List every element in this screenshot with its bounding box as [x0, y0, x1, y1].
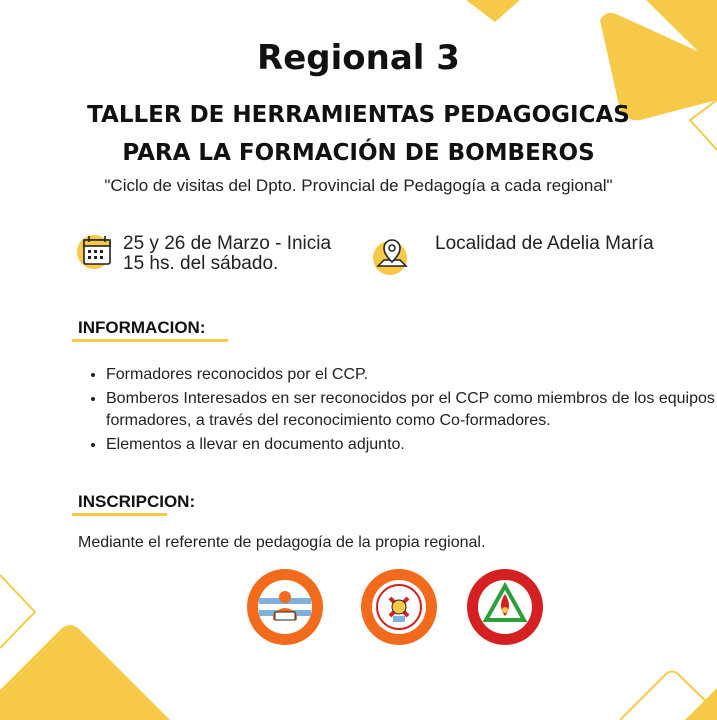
- centro-capacitacion-logo: [360, 568, 438, 646]
- federacion-bomberos-logo: [466, 568, 544, 646]
- inscripcion-underline: [72, 513, 167, 516]
- list-item: • Formadores reconocidos por el CCP.: [106, 364, 716, 386]
- map-pin-icon: [370, 236, 412, 281]
- subtitle-line-1: TALLER DE HERRAMIENTAS PEDAGOGICAS: [87, 102, 630, 128]
- list-item: • Bomberos Interesados en ser reconocidos por el CCP como miembros de los equipos formadores, a través del reconocimiento como Co-formadores.: [106, 388, 716, 432]
- calendar-icon: [74, 230, 118, 275]
- event-date: [123, 234, 331, 274]
- date-line-1: 25 y 26 de Marzo - Inicia: [123, 233, 332, 254]
- event-location: Localidad de Adelia María: [435, 233, 654, 254]
- informacion-heading: INFORMACION:: [78, 318, 206, 337]
- federacion-pedagogia-logo: [246, 568, 324, 646]
- page-subtitle: [0, 96, 717, 172]
- quote-text: "Ciclo de visitas del Dpto. Provincial de Pedagogía a cada regional": [104, 176, 613, 195]
- date-line-2: 15 hs. del sábado.: [123, 253, 279, 274]
- informacion-underline: [72, 339, 228, 342]
- inscripcion-text: Mediante el referente de pedagogía de la propia regional.: [78, 534, 486, 551]
- inscripcion-heading: INSCRIPCION:: [78, 492, 196, 511]
- list-item: • Elementos a llevar en documento adjunto.: [106, 434, 716, 456]
- informacion-list: [78, 364, 716, 458]
- subtitle-line-2: PARA LA FORMACIÓN DE BOMBEROS: [122, 140, 595, 166]
- page-title: Regional 3: [257, 38, 460, 78]
